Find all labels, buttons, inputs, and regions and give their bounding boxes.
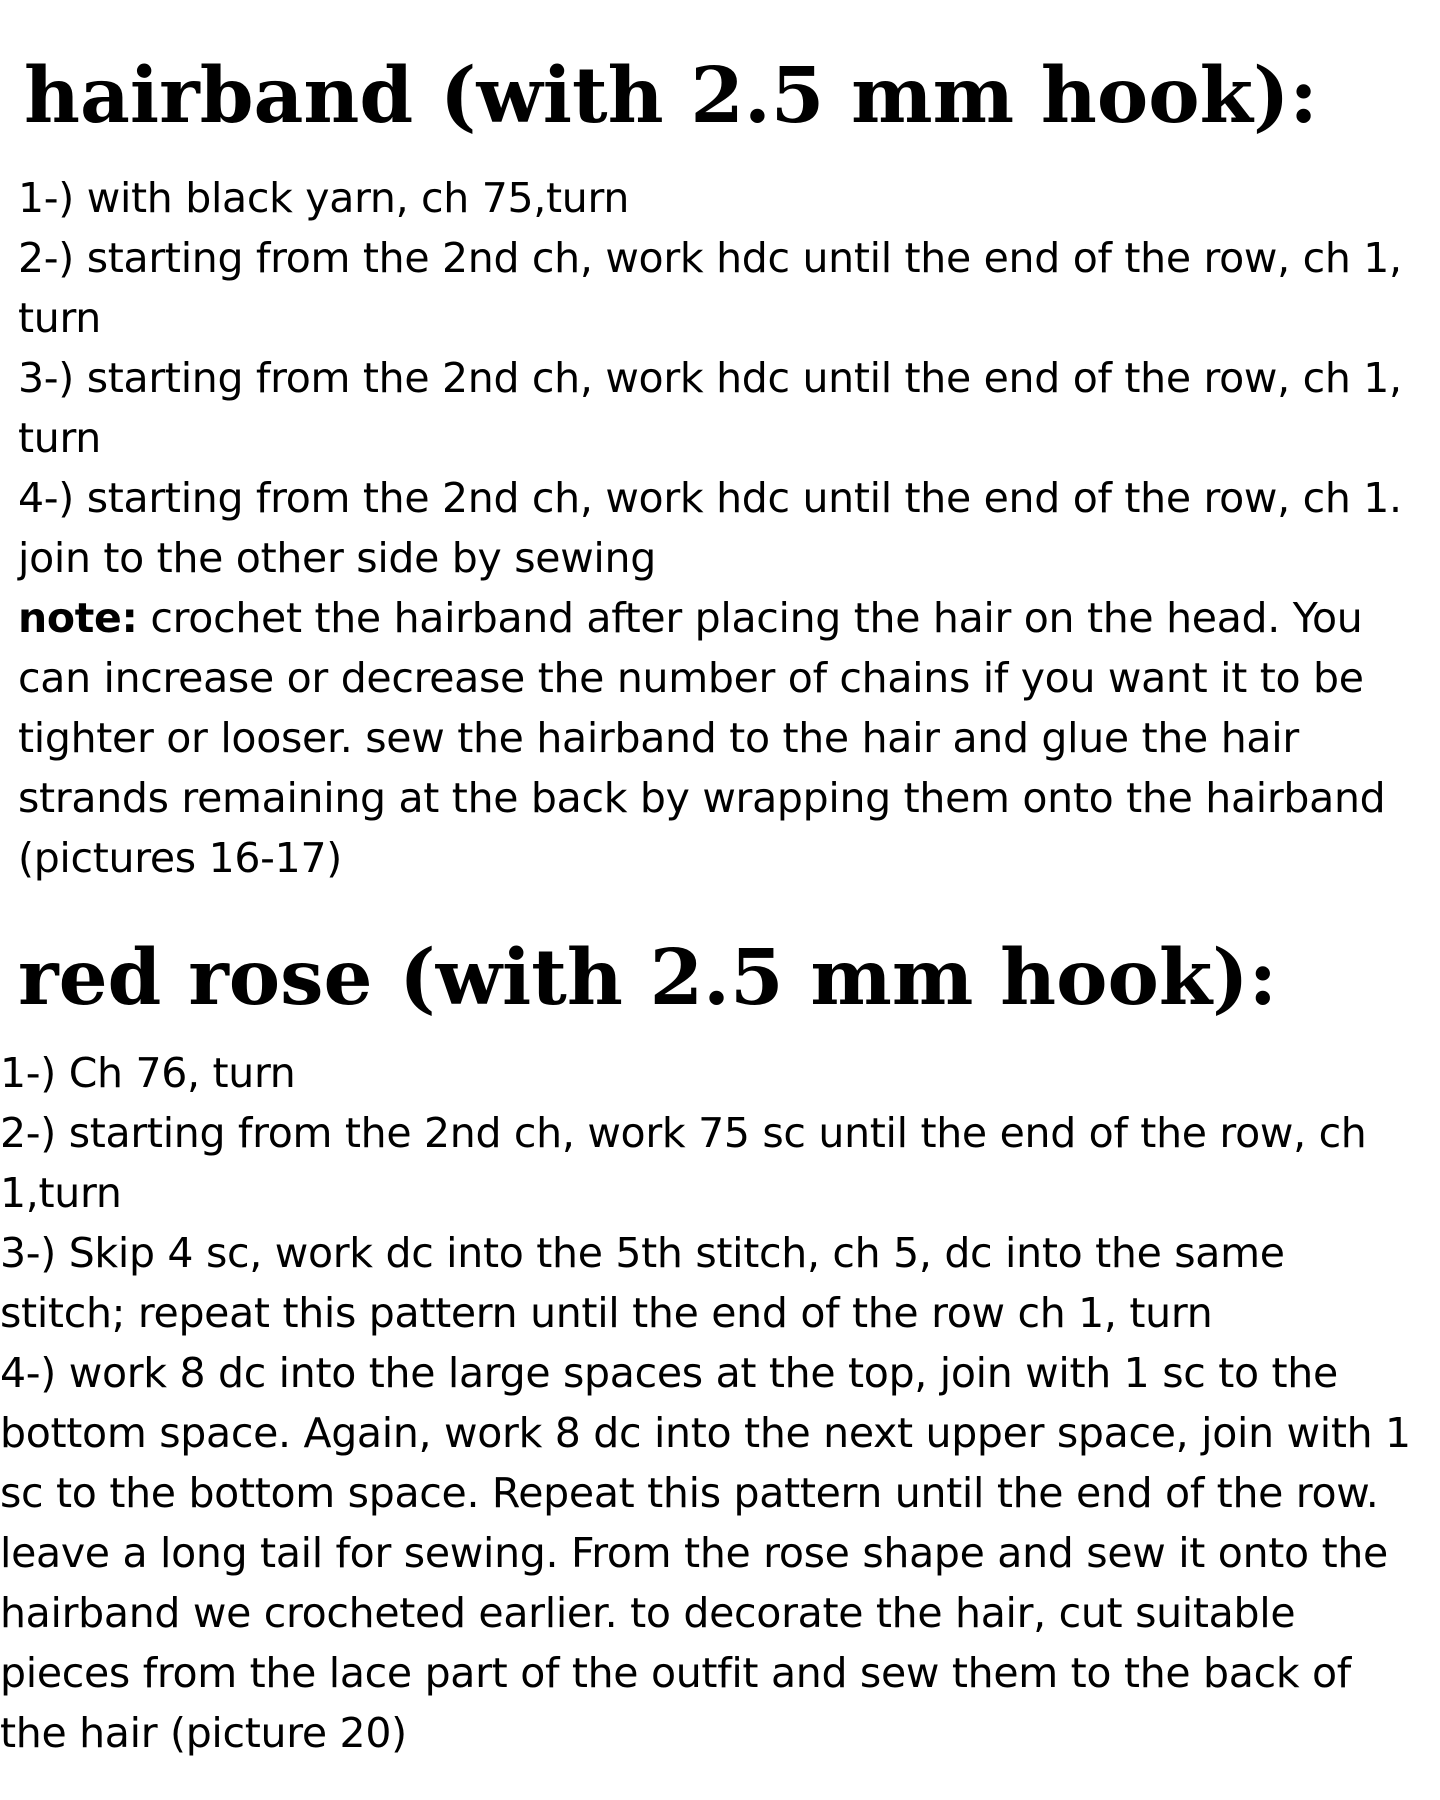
instruction-line: bottom space. Again, work 8 dc into the next upper space, join with 1 — [0, 1409, 1411, 1457]
instruction-line: 1-) with black yarn, ch 75,turn — [18, 174, 630, 222]
instruction-line: 1-) Ch 76, turn — [0, 1049, 296, 1097]
instruction-line: 3-) starting from the 2nd ch, work hdc until the end of the row, ch 1, — [18, 354, 1402, 402]
instruction-line: leave a long tail for sewing. From the rose shape and sew it onto the — [0, 1529, 1388, 1577]
instruction-line: turn — [18, 414, 101, 462]
red-rose-instructions — [0, 1043, 1420, 1763]
instruction-line: turn — [18, 294, 101, 342]
note-line: tighter or looser. sew the hairband to the hair and glue the hair — [18, 714, 1299, 762]
instruction-line: join to the other side by sewing — [18, 534, 656, 582]
instruction-line: 3-) Skip 4 sc, work dc into the 5th stitch, ch 5, dc into the same — [0, 1229, 1285, 1277]
note-text: crochet the hairband after placing the hair on the head. You — [137, 594, 1363, 642]
instruction-line: 4-) starting from the 2nd ch, work hdc until the end of the row, ch 1. — [18, 474, 1402, 522]
red-rose-heading: red rose (with 2.5 mm hook): — [18, 933, 1278, 1023]
instruction-line: the hair (picture 20) — [0, 1709, 407, 1757]
note-line — [18, 588, 1418, 648]
note-line: (pictures 16-17) — [18, 834, 342, 882]
note-label: note: — [18, 594, 138, 642]
instruction-line: sc to the bottom space. Repeat this pattern until the end of the row. — [0, 1469, 1379, 1517]
note-line: strands remaining at the back by wrapping them onto the hairband — [18, 774, 1386, 822]
instruction-line: 2-) starting from the 2nd ch, work 75 sc until the end of the row, ch — [0, 1109, 1367, 1157]
instruction-line: 1,turn — [0, 1169, 122, 1217]
hairband-heading: hairband (with 2.5 mm hook): — [24, 51, 1318, 141]
instruction-line: 2-) starting from the 2nd ch, work hdc until the end of the row, ch 1, — [18, 234, 1402, 282]
instruction-line: hairband we crocheted earlier. to decorate the hair, cut suitable — [0, 1589, 1296, 1637]
instruction-line: stitch; repeat this pattern until the end of the row ch 1, turn — [0, 1289, 1213, 1337]
instruction-line: 4-) work 8 dc into the large spaces at the top, join with 1 sc to the — [0, 1349, 1338, 1397]
instruction-line: pieces from the lace part of the outfit and sew them to the back of — [0, 1649, 1351, 1697]
hairband-instructions — [18, 168, 1418, 888]
note-line: can increase or decrease the number of chains if you want it to be — [18, 654, 1364, 702]
